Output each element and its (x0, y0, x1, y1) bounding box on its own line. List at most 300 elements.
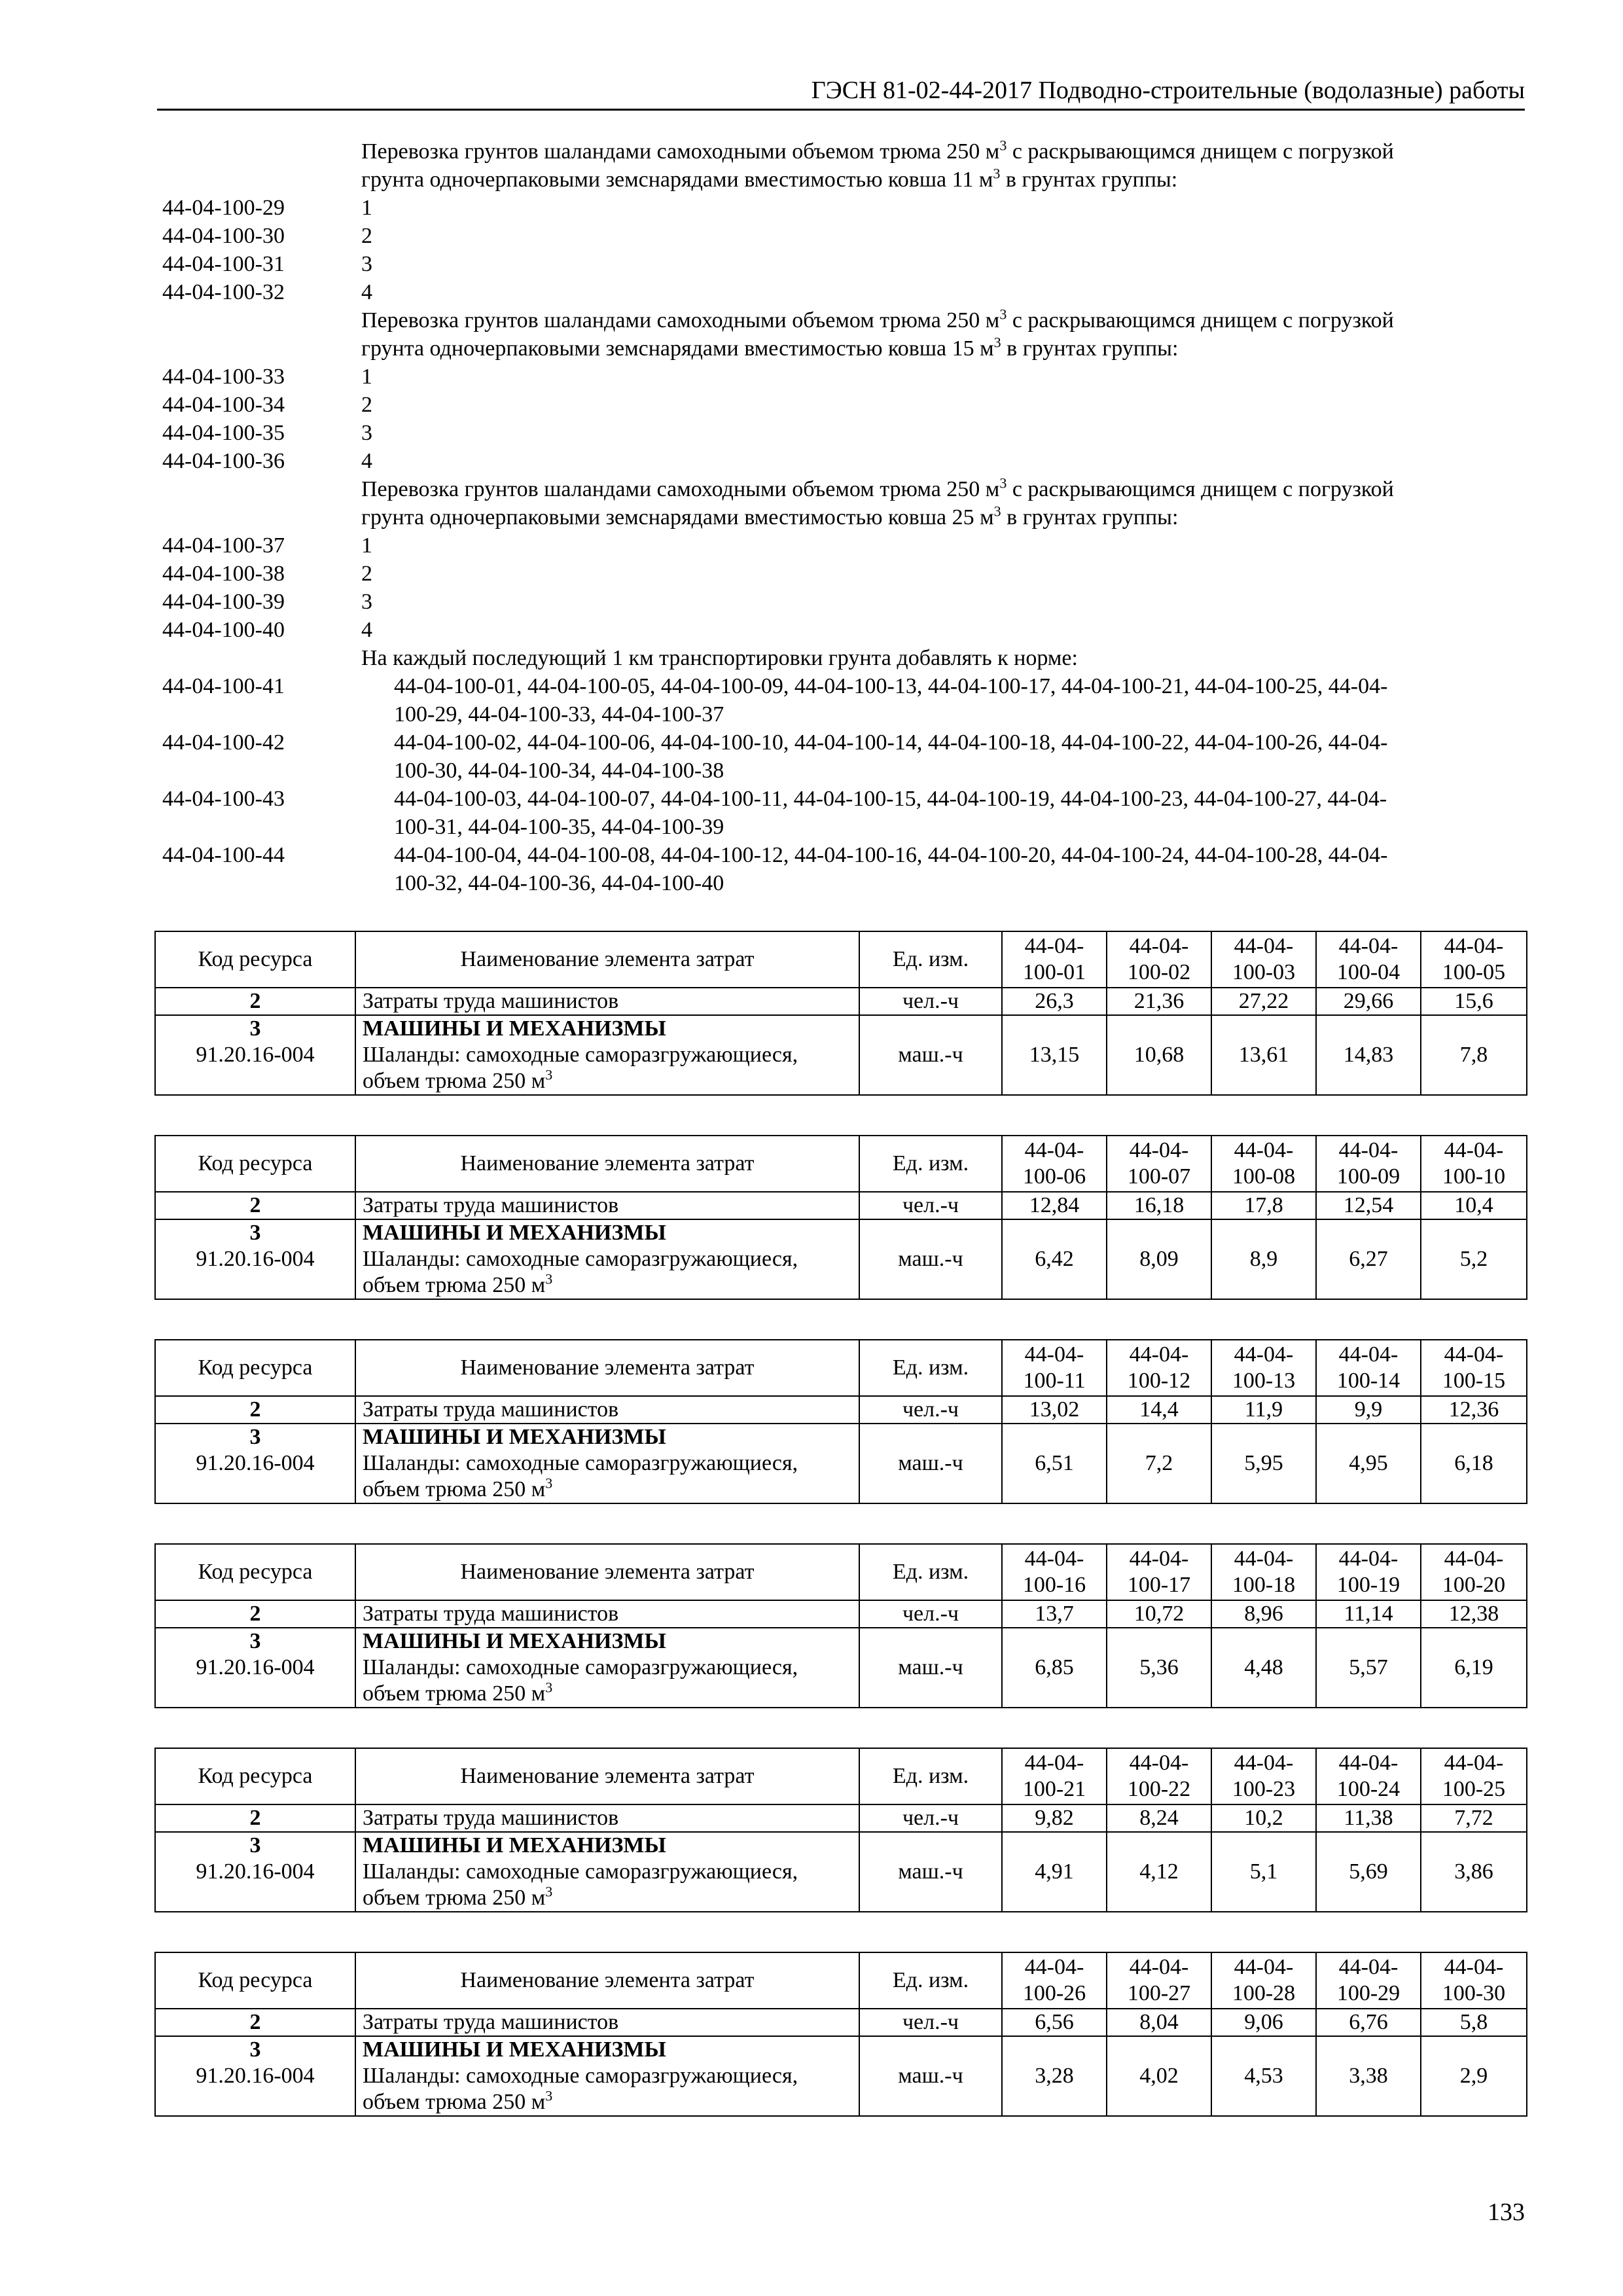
norm-code-prefix: 44-04- (1234, 1955, 1294, 1979)
resource-code (155, 1832, 355, 1912)
norm-code-suffix: 100-05 (1442, 960, 1506, 984)
header-unit: Ед. изм. (859, 1136, 1002, 1192)
resource-code: 2 (155, 1804, 355, 1832)
header-norm-code (1421, 1748, 1527, 1804)
superscript: 3 (999, 475, 1007, 492)
norm-row (162, 447, 1530, 475)
machine-name (363, 2089, 852, 2115)
header-norm-code (1316, 931, 1421, 988)
norm-code-suffix: 100-18 (1232, 1573, 1296, 1597)
norm-code-prefix: 44-04- (1444, 934, 1504, 958)
machine-code: 91.20.16-004 (196, 1451, 315, 1475)
labor-value: 10,72 (1107, 1600, 1211, 1628)
machine-name (363, 1885, 852, 1911)
machine-name-text: объем трюма 250 м (363, 1273, 546, 1297)
resource-name (355, 1219, 859, 1299)
section-title-text: грунта одночерпаковыми земснарядами вместимостью ковша 11 м (361, 168, 993, 192)
norm-code-prefix: 44-04- (1338, 934, 1399, 958)
norm-code: 44-04-100-35 (162, 421, 285, 445)
machines-row (155, 1832, 1527, 1912)
machine-value: 6,51 (1002, 1424, 1107, 1503)
table-header-row (155, 1136, 1527, 1192)
norm-row (162, 728, 1530, 785)
norm-code: 44-04-100-42 (162, 730, 285, 755)
header-norm-code (1421, 1544, 1527, 1600)
labor-value: 5,8 (1421, 2009, 1527, 2036)
resource-name (355, 1015, 859, 1095)
header-norm-code (1211, 1748, 1316, 1804)
soil-group: 2 (361, 562, 372, 586)
machine-name-text: объем трюма 250 м (363, 1681, 546, 1706)
soil-group: 4 (361, 280, 372, 304)
superscript: 3 (993, 334, 1001, 351)
table-header-row (155, 1340, 1527, 1396)
norm-code-prefix: 44-04- (1234, 1138, 1294, 1162)
header-norm-code (1316, 1340, 1421, 1396)
labor-value: 26,3 (1002, 988, 1107, 1015)
resource-unit: чел.-ч (859, 1192, 1002, 1219)
resource-table (154, 1135, 1527, 1300)
header-name: Наименование элемента затрат (355, 1136, 859, 1192)
norm-code: 44-04-100-37 (162, 533, 285, 558)
norm-code-suffix: 100-20 (1442, 1573, 1506, 1597)
norm-code-suffix: 100-13 (1232, 1369, 1296, 1393)
resource-unit: маш.-ч (859, 1424, 1002, 1503)
resource-unit: маш.-ч (859, 1628, 1002, 1708)
norm-row (162, 419, 1530, 447)
norm-row (162, 785, 1530, 841)
section-title-text: с раскрывающимся днищем с погрузкой (1007, 477, 1394, 501)
machine-code: 91.20.16-004 (196, 1043, 315, 1067)
header-code: Код ресурса (155, 931, 355, 988)
norm-code-prefix: 44-04- (1129, 1547, 1189, 1571)
header-norm-code (1002, 1544, 1107, 1600)
machine-name: Шаланды: самоходные саморазгружающиеся, (363, 2064, 798, 2088)
reference-line: 100-30, 44-04-100-34, 44-04-100-38 (394, 759, 724, 783)
machine-code: 91.20.16-004 (196, 1859, 315, 1884)
header-unit: Ед. изм. (859, 1952, 1002, 2009)
header-norm-code (1421, 1952, 1527, 2009)
section-title-text: Перевозка грунтов шаландами самоходными объемом трюма 250 м (361, 308, 1000, 332)
header-name: Наименование элемента затрат (355, 931, 859, 988)
norm-code-suffix: 100-22 (1127, 1777, 1191, 1801)
machine-name: Шаланды: самоходные саморазгружающиеся, (363, 1451, 798, 1475)
header-norm-code (1002, 1340, 1107, 1396)
header-code: Код ресурса (155, 1136, 355, 1192)
norm-code: 44-04-100-30 (162, 224, 285, 248)
machine-name: Шаланды: самоходные саморазгружающиеся, (363, 1043, 798, 1067)
superscript: 3 (993, 165, 1001, 182)
norm-code-suffix: 100-02 (1127, 960, 1191, 984)
header-divider (157, 109, 1525, 111)
machine-value: 5,2 (1421, 1219, 1527, 1299)
reference-line: 100-32, 44-04-100-36, 44-04-100-40 (394, 871, 724, 895)
norm-code-suffix: 100-03 (1232, 960, 1296, 984)
labor-value: 17,8 (1211, 1192, 1316, 1219)
machine-value: 8,9 (1211, 1219, 1316, 1299)
machine-value: 4,95 (1316, 1424, 1421, 1503)
machine-value: 6,27 (1316, 1219, 1421, 1299)
machine-value: 10,68 (1107, 1015, 1211, 1095)
section-title-text: в грунтах группы: (1001, 505, 1179, 529)
norm-code-prefix: 44-04- (1024, 934, 1084, 958)
header-code: Код ресурса (155, 1952, 355, 2009)
norm-code-prefix: 44-04- (1444, 1955, 1504, 1979)
machine-name-text: объем трюма 250 м (363, 1069, 546, 1093)
section-number: 3 (249, 1425, 261, 1449)
header-name: Наименование элемента затрат (355, 1952, 859, 2009)
resource-code (155, 1219, 355, 1299)
machine-value: 4,48 (1211, 1628, 1316, 1708)
machine-name (363, 1068, 852, 1094)
header-norm-code (1107, 1340, 1211, 1396)
resource-table (154, 931, 1527, 1096)
section-number: 3 (249, 1016, 261, 1041)
norm-code: 44-04-100-41 (162, 674, 285, 698)
norm-code-prefix: 44-04- (1234, 934, 1294, 958)
machine-value: 3,86 (1421, 1832, 1527, 1912)
norm-code-suffix: 100-16 (1022, 1573, 1086, 1597)
norm-row (162, 560, 1530, 588)
resource-code: 2 (155, 1396, 355, 1424)
resource-name: Затраты труда машинистов (355, 1600, 859, 1628)
norm-code-suffix: 100-26 (1022, 1981, 1086, 2005)
header-norm-code (1421, 1340, 1527, 1396)
header-norm-code (1211, 1136, 1316, 1192)
norm-code-suffix: 100-11 (1023, 1369, 1086, 1393)
norm-code-suffix: 100-27 (1127, 1981, 1191, 2005)
norm-row (162, 588, 1530, 616)
resource-name: Затраты труда машинистов (355, 1396, 859, 1424)
machine-value: 4,12 (1107, 1832, 1211, 1912)
norm-row (162, 278, 1530, 306)
norm-code-prefix: 44-04- (1129, 1342, 1189, 1367)
section-title-text: с раскрывающимся днищем с погрузкой (1007, 308, 1394, 332)
resource-name (355, 1832, 859, 1912)
header-norm-code (1002, 931, 1107, 988)
labor-value: 8,96 (1211, 1600, 1316, 1628)
header-code: Код ресурса (155, 1748, 355, 1804)
norm-code-prefix: 44-04- (1129, 1138, 1189, 1162)
table-header-row (155, 1544, 1527, 1600)
labor-value: 11,38 (1316, 1804, 1421, 1832)
header-norm-code (1316, 1952, 1421, 2009)
soil-group: 3 (361, 252, 372, 276)
norm-code-suffix: 100-09 (1336, 1164, 1400, 1189)
section-title (361, 137, 1526, 194)
machine-name-text: объем трюма 250 м (363, 2090, 546, 2114)
labor-row (155, 1192, 1527, 1219)
header-norm-code (1211, 1544, 1316, 1600)
table-header-row (155, 931, 1527, 988)
labor-row (155, 1600, 1527, 1628)
header-norm-code (1107, 1136, 1211, 1192)
resource-unit: чел.-ч (859, 1600, 1002, 1628)
machine-value: 4,53 (1211, 2036, 1316, 2116)
norm-code-suffix: 100-14 (1336, 1369, 1400, 1393)
norm-row (162, 391, 1530, 419)
table-header-row (155, 1748, 1527, 1804)
superscript: 3 (545, 1679, 553, 1696)
section-number: 3 (249, 1629, 261, 1653)
section-title-text: в грунтах группы: (1001, 336, 1179, 361)
labor-value: 10,4 (1421, 1192, 1527, 1219)
labor-value: 8,04 (1107, 2009, 1211, 2036)
labor-value: 13,02 (1002, 1396, 1107, 1424)
labor-value: 6,76 (1316, 2009, 1421, 2036)
soil-group: 2 (361, 393, 372, 417)
machine-value: 2,9 (1421, 2036, 1527, 2116)
machine-value: 4,02 (1107, 2036, 1211, 2116)
machines-heading: МАШИНЫ И МЕХАНИЗМЫ (363, 1629, 666, 1653)
machines-row (155, 1424, 1527, 1503)
header-norm-code (1316, 1544, 1421, 1600)
norm-code: 44-04-100-39 (162, 590, 285, 614)
machines-row (155, 1628, 1527, 1708)
machines-heading: МАШИНЫ И МЕХАНИЗМЫ (363, 1833, 666, 1857)
header-norm-code (1002, 1748, 1107, 1804)
norm-code-prefix: 44-04- (1444, 1547, 1504, 1571)
page-header: ГЭСН 81-02-44-2017 Подводно-строительные (водолазные) работы (811, 77, 1525, 104)
labor-value: 29,66 (1316, 988, 1421, 1015)
labor-value: 11,9 (1211, 1396, 1316, 1424)
norm-code-prefix: 44-04- (1234, 1547, 1294, 1571)
norm-code-prefix: 44-04- (1129, 1955, 1189, 1979)
machines-heading: МАШИНЫ И МЕХАНИЗМЫ (363, 2037, 666, 2062)
norm-code: 44-04-100-29 (162, 196, 285, 220)
reference-line: 44-04-100-02, 44-04-100-06, 44-04-100-10, 44-04-100-14, 44-04-100-18, 44-04-100-22, 44-04-100-26, 44-04- (394, 730, 1388, 755)
additional-title: На каждый последующий 1 км транспортировки грунта добавлять к норме: (361, 646, 1078, 670)
resource-name: Затраты труда машинистов (355, 1804, 859, 1832)
resource-name: Затраты труда машинистов (355, 988, 859, 1015)
norm-code: 44-04-100-40 (162, 618, 285, 642)
machine-name: Шаланды: самоходные саморазгружающиеся, (363, 1247, 798, 1271)
norm-code: 44-04-100-38 (162, 562, 285, 586)
header-norm-code (1107, 1748, 1211, 1804)
machines-heading: МАШИНЫ И МЕХАНИЗМЫ (363, 1425, 666, 1449)
section-title-text: грунта одночерпаковыми земснарядами вместимостью ковша 25 м (361, 505, 994, 529)
norm-code-prefix: 44-04- (1024, 1955, 1084, 1979)
section-title-text: в грунтах группы: (1000, 168, 1178, 192)
labor-value: 7,72 (1421, 1804, 1527, 1832)
machine-value: 6,19 (1421, 1628, 1527, 1708)
norm-code-prefix: 44-04- (1234, 1751, 1294, 1775)
header-norm-code (1107, 1544, 1211, 1600)
norm-code: 44-04-100-43 (162, 787, 285, 811)
section-title-text: грунта одночерпаковыми земснарядами вместимостью ковша 15 м (361, 336, 994, 361)
norm-code-suffix: 100-19 (1336, 1573, 1400, 1597)
superscript: 3 (545, 1883, 553, 1900)
resource-table (154, 1543, 1527, 1708)
norm-code-prefix: 44-04- (1444, 1342, 1504, 1367)
norm-code-suffix: 100-28 (1232, 1981, 1296, 2005)
header-code: Код ресурса (155, 1544, 355, 1600)
labor-value: 13,7 (1002, 1600, 1107, 1628)
norm-row (162, 194, 1530, 222)
resource-name (355, 1424, 859, 1503)
norm-code-suffix: 100-06 (1022, 1164, 1086, 1189)
labor-value: 12,84 (1002, 1192, 1107, 1219)
norm-code-prefix: 44-04- (1338, 1342, 1399, 1367)
header-name: Наименование элемента затрат (355, 1544, 859, 1600)
norm-references (361, 841, 1526, 897)
section-title (361, 306, 1526, 363)
section-title-text: Перевозка грунтов шаландами самоходными объемом трюма 250 м (361, 477, 1000, 501)
section-number: 3 (249, 1833, 261, 1857)
superscript: 3 (545, 2087, 553, 2104)
norm-references (361, 672, 1526, 728)
norm-code-prefix: 44-04- (1444, 1751, 1504, 1775)
header-unit: Ед. изм. (859, 931, 1002, 988)
soil-group: 3 (361, 421, 372, 445)
labor-value: 21,36 (1107, 988, 1211, 1015)
machine-value: 3,28 (1002, 2036, 1107, 2116)
reference-line: 44-04-100-03, 44-04-100-07, 44-04-100-11, 44-04-100-15, 44-04-100-19, 44-04-100-23, 44-04-100-27, 44-04- (394, 787, 1387, 811)
machine-code: 91.20.16-004 (196, 1247, 315, 1271)
header-unit: Ед. изм. (859, 1340, 1002, 1396)
norm-code-suffix: 100-17 (1127, 1573, 1191, 1597)
header-norm-code (1211, 931, 1316, 988)
header-name: Наименование элемента затрат (355, 1748, 859, 1804)
norm-code-prefix: 44-04- (1338, 1547, 1399, 1571)
norm-code-suffix: 100-12 (1127, 1369, 1191, 1393)
norm-code-prefix: 44-04- (1234, 1342, 1294, 1367)
machine-name: Шаланды: самоходные саморазгружающиеся, (363, 1859, 798, 1884)
norm-code-prefix: 44-04- (1024, 1138, 1084, 1162)
machine-value: 5,95 (1211, 1424, 1316, 1503)
norm-code-suffix: 100-21 (1022, 1777, 1086, 1801)
resource-code (155, 1628, 355, 1708)
labor-value: 9,82 (1002, 1804, 1107, 1832)
labor-value: 11,14 (1316, 1600, 1421, 1628)
norm-row (162, 363, 1530, 391)
machine-value: 14,83 (1316, 1015, 1421, 1095)
machine-name-text: объем трюма 250 м (363, 1886, 546, 1910)
norm-code-prefix: 44-04- (1338, 1955, 1399, 1979)
resource-unit: чел.-ч (859, 1396, 1002, 1424)
norm-code-prefix: 44-04- (1024, 1751, 1084, 1775)
norm-code-suffix: 100-24 (1336, 1777, 1400, 1801)
machine-value: 13,61 (1211, 1015, 1316, 1095)
reference-line: 44-04-100-04, 44-04-100-08, 44-04-100-12, 44-04-100-16, 44-04-100-20, 44-04-100-24, 44-04-100-28, 44-04- (394, 843, 1388, 867)
machine-name (363, 1681, 852, 1707)
resource-name (355, 1628, 859, 1708)
machine-value: 13,15 (1002, 1015, 1107, 1095)
soil-group: 3 (361, 590, 372, 614)
resource-code: 2 (155, 2009, 355, 2036)
machines-row (155, 1015, 1527, 1095)
resource-unit: чел.-ч (859, 2009, 1002, 2036)
section-number: 3 (249, 1221, 261, 1245)
superscript: 3 (993, 503, 1001, 520)
reference-line: 100-29, 44-04-100-33, 44-04-100-37 (394, 702, 724, 726)
norm-code-suffix: 100-10 (1442, 1164, 1506, 1189)
reference-line: 44-04-100-01, 44-04-100-05, 44-04-100-09, 44-04-100-13, 44-04-100-17, 44-04-100-21, 44-04-100-25, 44-04- (394, 674, 1388, 698)
machines-row (155, 1219, 1527, 1299)
norm-code-suffix: 100-08 (1232, 1164, 1296, 1189)
norm-code-suffix: 100-29 (1336, 1981, 1400, 2005)
header-norm-code (1421, 931, 1527, 988)
norm-references (361, 728, 1526, 785)
labor-row (155, 988, 1527, 1015)
superscript: 3 (545, 1475, 553, 1492)
table-header-row (155, 1952, 1527, 2009)
resource-unit: чел.-ч (859, 1804, 1002, 1832)
header-code: Код ресурса (155, 1340, 355, 1396)
header-unit: Ед. изм. (859, 1544, 1002, 1600)
resource-unit: маш.-ч (859, 1832, 1002, 1912)
machine-value: 5,69 (1316, 1832, 1421, 1912)
norm-code-suffix: 100-25 (1442, 1777, 1506, 1801)
labor-value: 9,06 (1211, 2009, 1316, 2036)
machine-name (363, 1477, 852, 1503)
soil-group: 1 (361, 365, 372, 389)
resource-name (355, 2036, 859, 2116)
machine-value: 6,85 (1002, 1628, 1107, 1708)
norm-code-prefix: 44-04- (1129, 934, 1189, 958)
section-title (361, 475, 1526, 531)
header-norm-code (1107, 931, 1211, 988)
labor-row (155, 2009, 1527, 2036)
labor-value: 16,18 (1107, 1192, 1211, 1219)
resource-code: 2 (155, 1600, 355, 1628)
resource-code: 2 (155, 1192, 355, 1219)
labor-value: 12,38 (1421, 1600, 1527, 1628)
labor-row (155, 1396, 1527, 1424)
page-number: 133 (1488, 2198, 1525, 2226)
superscript: 3 (545, 1066, 553, 1083)
header-norm-code (1211, 1340, 1316, 1396)
header-norm-code (1107, 1952, 1211, 2009)
labor-value: 6,56 (1002, 2009, 1107, 2036)
norm-code: 44-04-100-36 (162, 449, 285, 473)
norm-code: 44-04-100-33 (162, 365, 285, 389)
machines-heading: МАШИНЫ И МЕХАНИЗМЫ (363, 1016, 666, 1041)
header-norm-code (1002, 1952, 1107, 2009)
norm-row (162, 841, 1530, 897)
norm-code-prefix: 44-04- (1444, 1138, 1504, 1162)
machine-value: 3,38 (1316, 2036, 1421, 2116)
resource-table (154, 1748, 1527, 1912)
superscript: 3 (999, 306, 1007, 323)
resource-unit: чел.-ч (859, 988, 1002, 1015)
norm-code: 44-04-100-31 (162, 252, 285, 276)
soil-group: 4 (361, 449, 372, 473)
resource-unit: маш.-ч (859, 2036, 1002, 2116)
norms-list (162, 137, 1530, 897)
soil-group: 4 (361, 618, 372, 642)
norm-references (361, 785, 1526, 841)
norm-code-suffix: 100-07 (1127, 1164, 1191, 1189)
header-name: Наименование элемента затрат (355, 1340, 859, 1396)
resource-code (155, 2036, 355, 2116)
header-norm-code (1211, 1952, 1316, 2009)
machine-value: 6,18 (1421, 1424, 1527, 1503)
resource-name: Затраты труда машинистов (355, 1192, 859, 1219)
norm-row (162, 616, 1530, 644)
machines-row (155, 2036, 1527, 2116)
resource-table (154, 1952, 1527, 2117)
machines-heading: МАШИНЫ И МЕХАНИЗМЫ (363, 1221, 666, 1245)
labor-value: 14,4 (1107, 1396, 1211, 1424)
header-norm-code (1316, 1748, 1421, 1804)
superscript: 3 (545, 1270, 553, 1287)
norm-code-prefix: 44-04- (1338, 1751, 1399, 1775)
soil-group: 1 (361, 196, 372, 220)
labor-value: 8,24 (1107, 1804, 1211, 1832)
machine-value: 7,8 (1421, 1015, 1527, 1095)
machine-value: 5,36 (1107, 1628, 1211, 1708)
